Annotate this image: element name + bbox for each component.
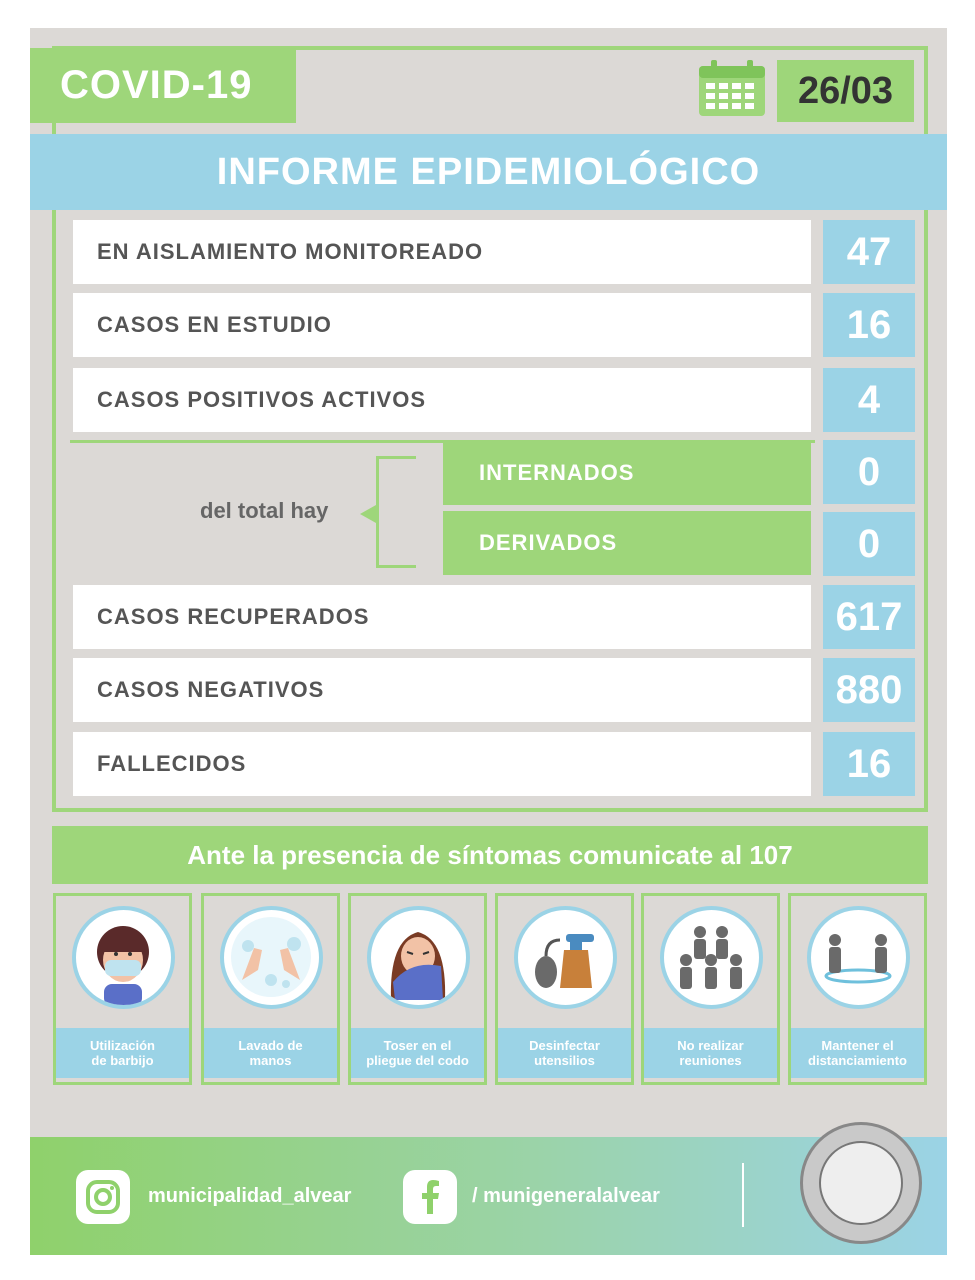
- no-gathering-icon: [660, 906, 763, 1009]
- stat-value-in-study: 16: [823, 293, 915, 357]
- report-date: 26/03: [777, 60, 914, 122]
- facebook-handle[interactable]: / munigeneralalvear: [472, 1185, 660, 1207]
- stat-value-negative: 880: [823, 658, 915, 722]
- facebook-icon[interactable]: [403, 1170, 457, 1224]
- symptoms-notice: Ante la presencia de síntomas comunicate al 107: [52, 826, 928, 884]
- stat-label-active: CASOS POSITIVOS ACTIVOS: [73, 368, 811, 432]
- footer-divider: [742, 1163, 744, 1227]
- tip-handwash: [201, 893, 340, 1085]
- stat-value-active: 4: [823, 368, 915, 432]
- stat-value-deceased: 16: [823, 732, 915, 796]
- seal-building-icon: [819, 1141, 903, 1225]
- stat-value-recovered: 617: [823, 585, 915, 649]
- bracket-arrow-icon: [360, 505, 376, 523]
- stat-label-deceased: FALLECIDOS: [73, 732, 811, 796]
- stat-value-monitored: 47: [823, 220, 915, 284]
- sub-label-hospitalized: INTERNADOS: [443, 441, 811, 505]
- instagram-icon[interactable]: [76, 1170, 130, 1224]
- cough-icon: [367, 906, 470, 1009]
- stat-label-recovered: CASOS RECUPERADOS: [73, 585, 811, 649]
- disinfect-icon: [514, 906, 617, 1009]
- tip-caption: Mantener el distanciamiento: [791, 1028, 924, 1078]
- report-title: INFORME EPIDEMIOLÓGICO: [30, 134, 947, 210]
- sub-value-hospitalized: 0: [823, 440, 915, 504]
- municipality-seal-icon: [800, 1122, 922, 1244]
- instagram-handle[interactable]: municipalidad_alvear: [148, 1185, 352, 1207]
- sub-value-referred: 0: [823, 512, 915, 576]
- sub-label-referred: DERIVADOS: [443, 511, 811, 575]
- bracket: [376, 456, 416, 568]
- breakdown-intro: del total hay: [200, 498, 329, 523]
- calendar-icon: [697, 58, 767, 118]
- distance-icon: [807, 906, 910, 1009]
- tip-no-gathering: [641, 893, 780, 1085]
- tip-caption: Toser en el pliegue del codo: [351, 1028, 484, 1078]
- tip-mask: [53, 893, 192, 1085]
- handwash-icon: [220, 906, 323, 1009]
- tip-caption: Lavado de manos: [204, 1028, 337, 1078]
- tip-caption: Desinfectar utensilios: [498, 1028, 631, 1078]
- tip-distance: [788, 893, 927, 1085]
- covid-tag: COVID-19: [30, 48, 296, 123]
- stat-label-negative: CASOS NEGATIVOS: [73, 658, 811, 722]
- tip-disinfect: [495, 893, 634, 1085]
- mask-icon: [72, 906, 175, 1009]
- tip-caption: No realizar reuniones: [644, 1028, 777, 1078]
- stat-label-monitored: EN AISLAMIENTO MONITOREADO: [73, 220, 811, 284]
- tip-cough: [348, 893, 487, 1085]
- stat-label-in-study: CASOS EN ESTUDIO: [73, 293, 811, 357]
- tip-caption: Utilización de barbijo: [56, 1028, 189, 1078]
